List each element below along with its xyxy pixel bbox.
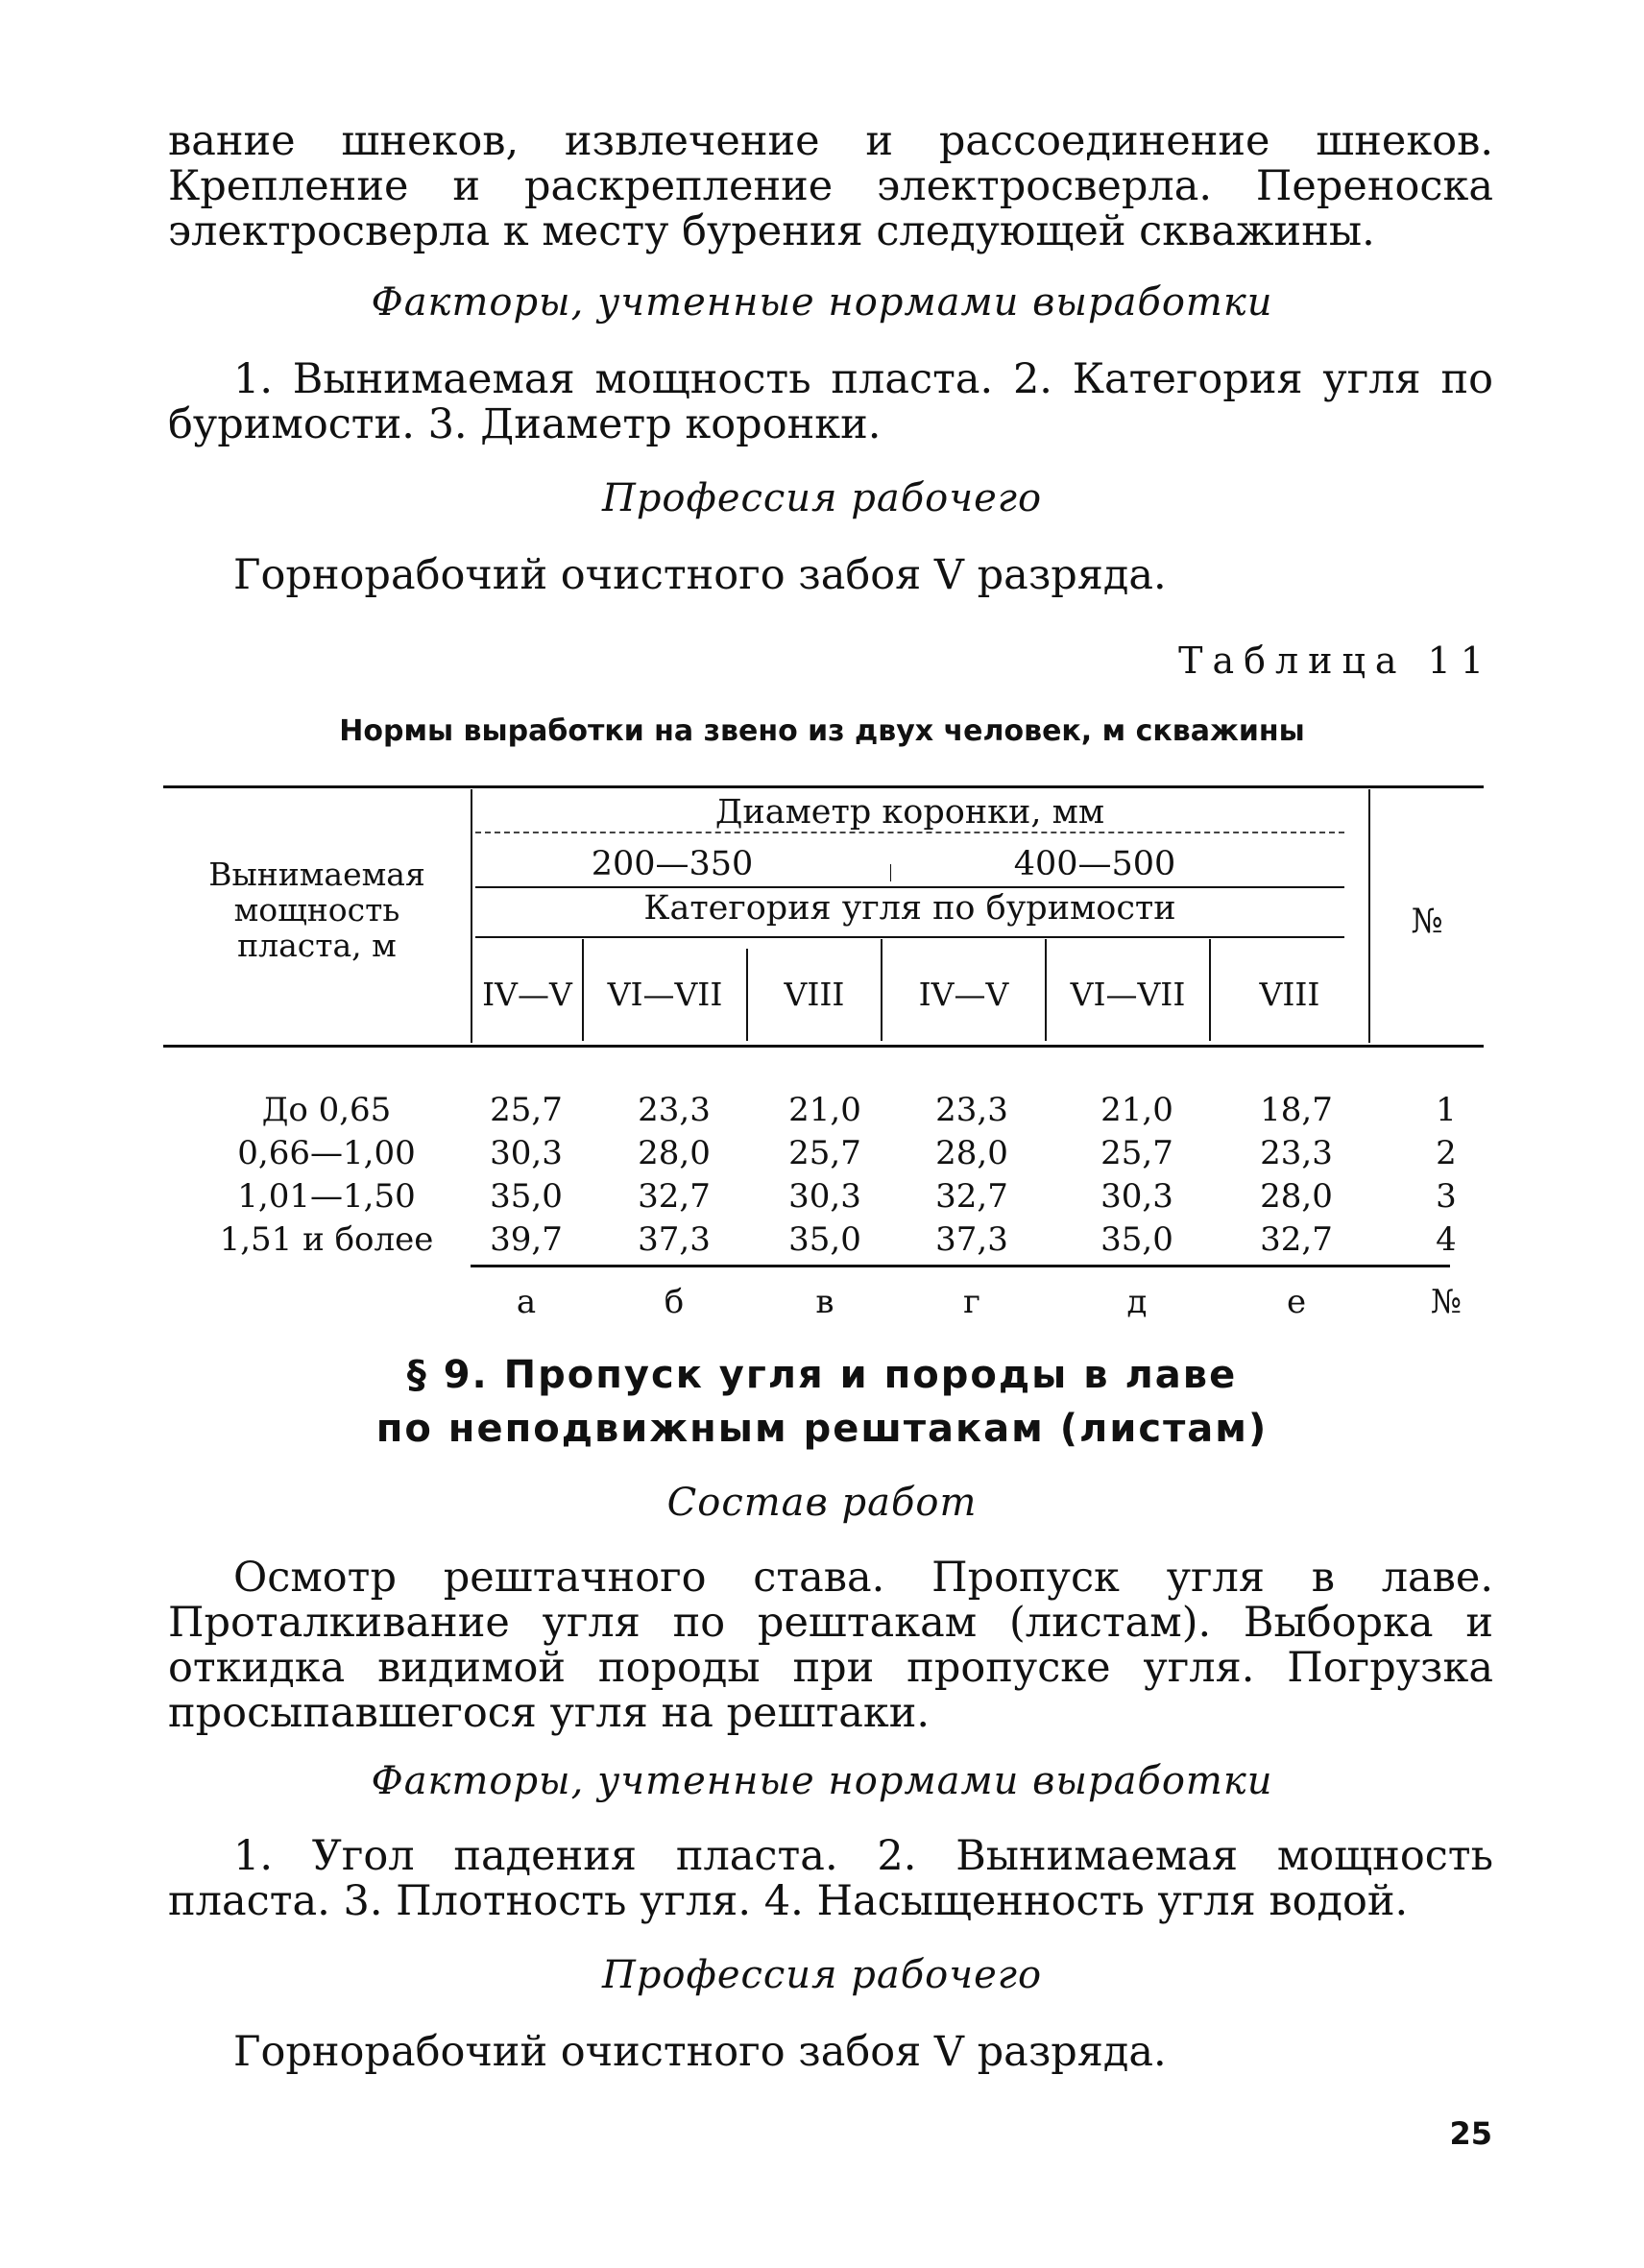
profession-text-1: Горнорабочий очистного забоя V разряда. — [233, 551, 1167, 599]
category-col-5: VI—VII — [1070, 976, 1186, 1013]
intro-paragraph: вание шнеков, извлечение и рассоединение шнеков. Крепление и раскрепление электросверла. Переноска электросверла к месту бурения следующей скважины. — [168, 117, 1493, 255]
table-cell: 32,7 — [638, 1177, 711, 1216]
table-cell: 21,0 — [1100, 1091, 1173, 1129]
table-cell: 23,3 — [638, 1091, 711, 1129]
row-number: 3 — [1436, 1177, 1457, 1216]
table-cell: 37,3 — [935, 1220, 1008, 1259]
factors-heading-2: Факторы, учтенные нормами выработки — [371, 1759, 1273, 1803]
table-cell: 30,3 — [1100, 1177, 1173, 1216]
table-cell: 25,7 — [1100, 1134, 1173, 1172]
table-cell: 18,7 — [1260, 1091, 1333, 1129]
table-cell: 28,0 — [1260, 1177, 1333, 1216]
table-cell: 30,3 — [788, 1177, 861, 1216]
category-header: Категория угля по буримости — [643, 889, 1176, 928]
group-rule — [475, 886, 1344, 888]
work-heading: Состав работ — [666, 1481, 978, 1525]
diameter-rule — [475, 832, 1344, 833]
factors-heading-1: Факторы, учтенные нормами выработки — [371, 280, 1273, 325]
table-cell: 35,0 — [490, 1177, 563, 1216]
category-col-6: VIII — [1259, 976, 1320, 1013]
table-cell: 35,0 — [1100, 1220, 1173, 1259]
work-text: Осмотр рештачного става. Пропуск угля в лаве. Проталкивание угля по рештакам (листам). Выборка и откидка видимой породы при пропуске угля. Погрузка просыпавшегося угля на рештаки. — [168, 1554, 1493, 1737]
factors-text-2: 1. Угол падения пласта. 2. Вынимаемая мощность пласта. 3. Плотность угля. 4. Насыщенность угля водой. — [168, 1832, 1493, 1925]
table-bottom-rule — [471, 1265, 1450, 1267]
row-label: До 0,65 — [261, 1091, 392, 1129]
profession-heading-2: Профессия рабочего — [601, 1953, 1043, 1997]
section-title-line-2: по неподвижным рештакам (листам) — [375, 1407, 1269, 1451]
table-cell: 28,0 — [638, 1134, 711, 1172]
row-label: 1,51 и более — [219, 1220, 434, 1259]
row-number: 4 — [1436, 1220, 1457, 1259]
stub-header-line-3: пласта, м — [237, 927, 397, 964]
category-col-4: IV—V — [918, 976, 1009, 1013]
section-title-line-1: § 9. Пропуск угля и породы в лаве — [406, 1353, 1238, 1397]
table-cell: 25,7 — [788, 1134, 861, 1172]
stub-header — [163, 857, 471, 963]
profession-text-2: Горнорабочий очистного забоя V разряда. — [233, 2028, 1167, 2076]
table-top-rule — [163, 785, 1484, 788]
column-letter: д — [1126, 1283, 1148, 1321]
column-letter: г — [963, 1283, 980, 1321]
group-tick — [890, 864, 891, 881]
section-title — [0, 1348, 1644, 1456]
page-number: 25 — [1449, 2115, 1492, 2152]
table-cell: 30,3 — [490, 1134, 563, 1172]
table-cell: 37,3 — [638, 1220, 711, 1259]
category-col-2: VI—VII — [607, 976, 723, 1013]
stub-header-line-1: Вынимаемая — [208, 856, 425, 893]
table-label: Таблица 11 — [1178, 639, 1493, 682]
row-number: 1 — [1436, 1091, 1457, 1129]
table-cell: 32,7 — [935, 1177, 1008, 1216]
table-cell: 23,3 — [1260, 1134, 1333, 1172]
table-cell: 28,0 — [935, 1134, 1008, 1172]
profession-heading-1: Профессия рабочего — [601, 476, 1043, 520]
column-letter: б — [664, 1283, 685, 1321]
number-header: № — [1411, 903, 1443, 941]
category-col-3: VIII — [784, 976, 845, 1013]
table-cell: 21,0 — [788, 1091, 861, 1129]
table-cell: 23,3 — [935, 1091, 1008, 1129]
column-letter: в — [815, 1283, 834, 1321]
row-label: 0,66—1,00 — [237, 1134, 416, 1172]
diameter-header: Диаметр коронки, мм — [714, 793, 1105, 832]
table-cell: 35,0 — [788, 1220, 861, 1259]
table-cell: 39,7 — [490, 1220, 563, 1259]
column-letter-no: № — [1430, 1283, 1463, 1321]
stub-header-line-2: мощность — [233, 891, 400, 929]
table-cell: 32,7 — [1260, 1220, 1333, 1259]
diameter-group-1: 200—350 — [591, 845, 754, 883]
diameter-group-2: 400—500 — [1013, 845, 1176, 883]
factors-text-1: 1. Вынимаемая мощность пласта. 2. Категория угля по буримости. 3. Диаметр коронки. — [168, 355, 1493, 448]
column-letter: а — [516, 1283, 537, 1321]
column-letter: е — [1286, 1283, 1307, 1321]
row-label: 1,01—1,50 — [237, 1177, 416, 1216]
table-title: Нормы выработки на звено из двух человек, м скважины — [339, 714, 1305, 748]
table-cell: 25,7 — [490, 1091, 563, 1129]
row-number: 2 — [1436, 1134, 1457, 1172]
table-header-rule — [163, 1045, 1484, 1048]
category-rule — [475, 936, 1344, 938]
category-col-1: IV—V — [482, 976, 572, 1013]
